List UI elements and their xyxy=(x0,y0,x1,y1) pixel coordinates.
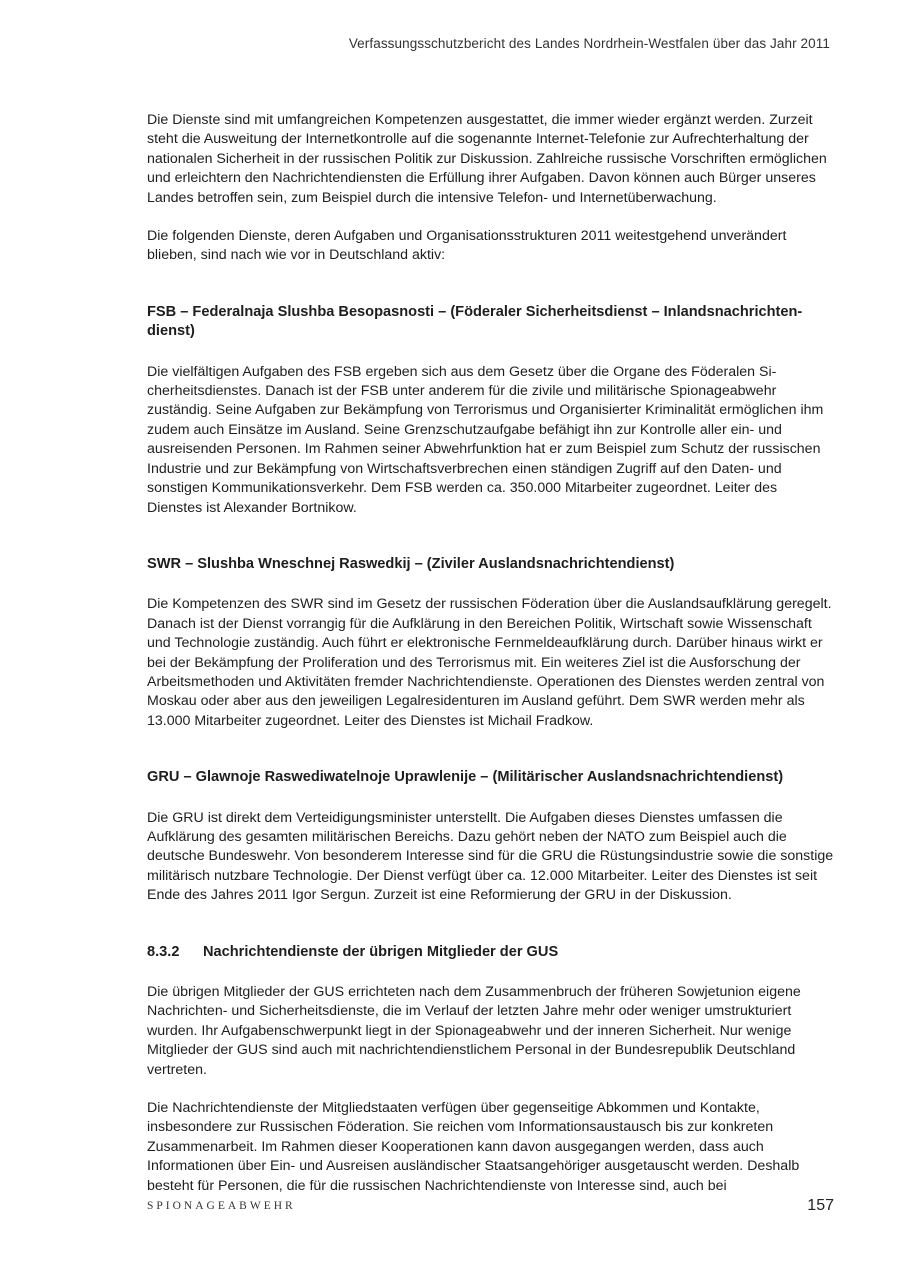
swr-paragraph: Die Kompetenzen des SWR sind im Gesetz der russischen Föderation über die Auslandsaufklärung geregelt. Danach ist der Dienst vorrangig für die Aufklärung in den Bereichen Politik, Wirtschaft sowie Wissenschaft und Technologie zuständig. Auch führt er elektronische Fernmeldeaufklärung durch. Darüber hinaus wirkt er bei der Bekämpfung der Proliferation und des Terrorismus mit. Ein weiteres Ziel ist die Ausforschung der Arbeitsmethoden und Aktivitäten fremder Nachrichtendienste. Operationen des Dienstes werden zentral von Moskau oder aber aus den jeweiligen Legalresidenturen im Ausland geführt. Dem SWR werden mehr als 13.000 Mitarbeiter zugeordnet. Leiter des Dienstes ist Michail Fradkow. xyxy=(147,596,832,729)
running-header: Verfassungsschutzbericht des Landes Nordrhein-Westfalen über das Jahr 2011 xyxy=(348,36,830,51)
fsb-paragraph: Die vielfältigen Aufgaben des FSB ergeben sich aus dem Gesetz über die Organe des Föderalen Sicherheitsdienstes. Danach ist der FSB unter anderem für die zivile und militärische Spionageabwehr zuständig. Seine Aufgaben zur Bekämpfung von Terrorismus und Organisierter Kriminalität ermöglichen ihm zudem auch Einsätze im Ausland. Seine Grenzschutzaufgabe befähigt ihn zur Kontrolle aller ein- und ausreisenden Personen. Im Rahmen seiner Abwehrfunktion hat er zum Beispiel zum Schutz der russischen Industrie und zur Bekämpfung von Wirtschaftsverbrechen einen ständigen Zugriff auf den Daten- und sonstigen Kommunikationsverkehr. Dem FSB werden ca. 350.000 Mitarbeiter zugeordnet. Leiter des Dienstes ist Alexander Bortnikow. xyxy=(147,363,824,516)
gru-heading: GRU – Glawnoje Raswediwatelnoje Uprawlenije – (Militärischer Auslandsnachrichtendienst) xyxy=(147,769,784,786)
fsb-heading: FSB – Federalnaja Slushba Besopasnosti – (Föderaler Sicherheitsdienst – Inlandsnachrichtendienst) xyxy=(147,303,803,340)
section-number: 8.3.2 xyxy=(147,943,180,960)
running-footer: SPIONAGEABWEHR xyxy=(147,1200,296,1212)
page-number: 157 xyxy=(807,1197,834,1214)
section-paragraph-1: Die übrigen Mitglieder der GUS errichteten nach dem Zusammenbruch der früheren Sowjetunion eigene Nachrichten- und Sicherheitsdienste, die im Verlauf der letzten Jahre mehr oder weniger umstrukturiert wurden. Ihr Aufgabenschwerpunkt liegt in der Spionageabwehr und der inneren Sicherheit. Nur wenige Mitglieder der GUS sind auch mit nachrichtendienstlichem Personal in der Bundesrepublik Deutschland vertreten. xyxy=(147,984,801,1078)
section-heading xyxy=(147,943,835,962)
gru-paragraph: Die GRU ist direkt dem Verteidigungsminister unterstellt. Die Aufgaben dieses Dienstes umfassen die Aufklärung des gesamten militärischen Bereichs. Dazu gehört neben der NATO zum Beispiel auch die deutsche Bundeswehr. Von besonderem Interesse sind für die GRU die Rüstungsindustrie sowie die sonstige militärisch nutzbare Technologie. Der Dienst verfügt über ca. 12.000 Mitarbeiter. Leiter des Dienstes ist seit Ende des Jahres 2011 Igor Sergun. Zurzeit ist eine Reformierung der GRU in der Diskussion. xyxy=(147,809,834,904)
intro-paragraph-1: Die Dienste sind mit umfangreichen Kompetenzen ausgestattet, die immer wieder ergänzt werden. Zurzeit steht die Ausweitung der Internetkontrolle auf die sogenannte Internet-Telefonie zur Aufrechterhaltung der nationalen Sicherheit in der russischen Politik zur Diskussion. Zahlreiche russische Vorschriften ermöglichen und erleichtern den Nachrichtendiensten die Erfüllung ihrer Aufgaben. Davon können auch Bürger unseres Landes betroffen sein, zum Beispiel durch die intensive Telefon- und Internetüberwachung. xyxy=(147,112,827,206)
section-paragraph-2: Die Nachrichtendienste der Mitgliedstaaten verfügen über gegenseitige Abkommen und Kontakte, insbesondere zur Russischen Föderation. Sie reichen vom Informationsaustausch bis zur konkreten Zusammenarbeit. Im Rahmen dieser Kooperationen kann davon ausgegangen werden, dass auch Informationen über Ein- und Ausreisen ausländischer Staatsangehöriger ausgetauscht werden. Deshalb besteht für Personen, die für die russischen Nachrichtendienste von Interesse sind, auch bei xyxy=(147,1100,800,1194)
page-content xyxy=(147,111,835,1196)
swr-heading: SWR – Slushba Wneschnej Raswedkij – (Ziviler Auslandsnachrichtendienst) xyxy=(147,555,675,572)
section-title: Nachrichtendienste der übrigen Mitglieder der GUS xyxy=(203,943,559,960)
intro-paragraph-2: Die folgenden Dienste, deren Aufgaben und Organisationsstrukturen 2011 weitestgehend unverändert blieben, sind nach wie vor in Deutschland aktiv: xyxy=(147,228,787,264)
